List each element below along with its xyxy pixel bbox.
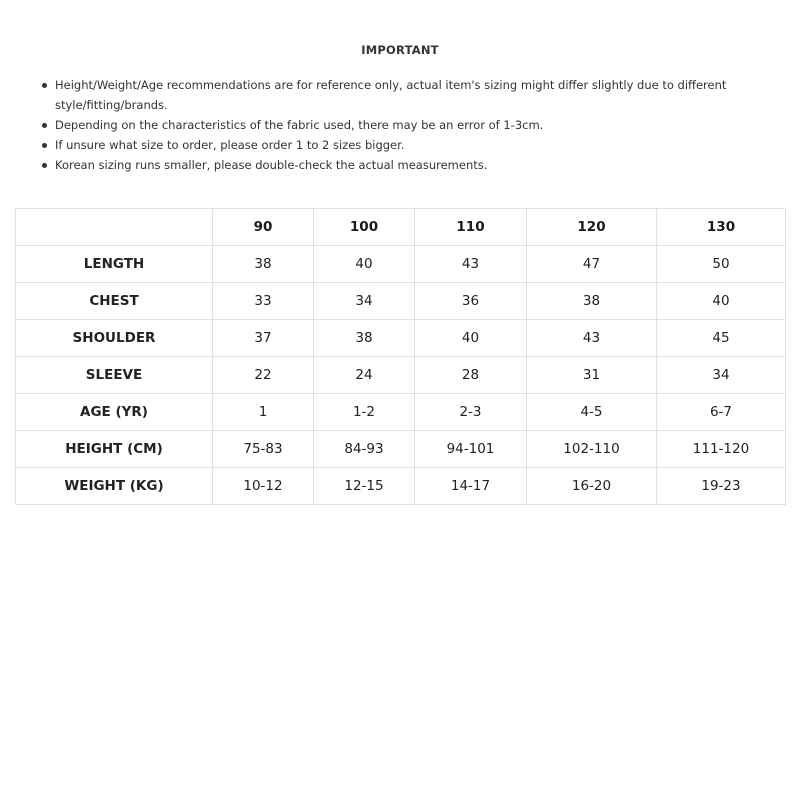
table-cell: 22 <box>213 357 314 394</box>
notes-list <box>40 75 760 175</box>
table-cell: 40 <box>314 246 415 283</box>
table-cell: 75-83 <box>213 431 314 468</box>
table-cell: 1 <box>213 394 314 431</box>
table-cell: 34 <box>314 283 415 320</box>
table-row <box>16 246 786 283</box>
size-chart-table <box>15 208 786 505</box>
table-cell: 28 <box>415 357 527 394</box>
table-cell: 43 <box>415 246 527 283</box>
size-header: 110 <box>415 209 527 246</box>
table-cell: 14-17 <box>415 468 527 505</box>
row-label: WEIGHT (KG) <box>16 468 213 505</box>
size-header: 100 <box>314 209 415 246</box>
table-row <box>16 394 786 431</box>
table-cell: 2-3 <box>415 394 527 431</box>
table-cell: 24 <box>314 357 415 394</box>
table-cell: 38 <box>213 246 314 283</box>
row-label: AGE (YR) <box>16 394 213 431</box>
table-header-row <box>16 209 786 246</box>
table-cell: 16-20 <box>527 468 657 505</box>
row-label: SHOULDER <box>16 320 213 357</box>
size-header: 90 <box>213 209 314 246</box>
row-label: CHEST <box>16 283 213 320</box>
table-cell: 31 <box>527 357 657 394</box>
table-cell: 50 <box>657 246 786 283</box>
table-row <box>16 283 786 320</box>
table-cell: 4-5 <box>527 394 657 431</box>
table-cell: 19-23 <box>657 468 786 505</box>
table-cell: 102-110 <box>527 431 657 468</box>
table-cell: 1-2 <box>314 394 415 431</box>
row-label: SLEEVE <box>16 357 213 394</box>
table-row <box>16 320 786 357</box>
row-label: HEIGHT (CM) <box>16 431 213 468</box>
table-cell: 43 <box>527 320 657 357</box>
table-cell: 47 <box>527 246 657 283</box>
table-cell: 38 <box>527 283 657 320</box>
table-cell: 94-101 <box>415 431 527 468</box>
table-cell: 111-120 <box>657 431 786 468</box>
note-item: Korean sizing runs smaller, please double-check the actual measurements. <box>40 155 760 175</box>
page-title: IMPORTANT <box>361 43 439 57</box>
table-cell: 38 <box>314 320 415 357</box>
table-row <box>16 357 786 394</box>
table-cell: 34 <box>657 357 786 394</box>
table-row <box>16 431 786 468</box>
table-cell: 12-15 <box>314 468 415 505</box>
size-header: 130 <box>657 209 786 246</box>
table-cell: 36 <box>415 283 527 320</box>
table-cell: 33 <box>213 283 314 320</box>
size-header: 120 <box>527 209 657 246</box>
note-item: Depending on the characteristics of the fabric used, there may be an error of 1-3cm. <box>40 115 760 135</box>
row-label: LENGTH <box>16 246 213 283</box>
table-cell: 37 <box>213 320 314 357</box>
table-cell: 6-7 <box>657 394 786 431</box>
table-cell: 40 <box>415 320 527 357</box>
table-cell: 40 <box>657 283 786 320</box>
table-cell: 45 <box>657 320 786 357</box>
table-row <box>16 468 786 505</box>
table-cell: 10-12 <box>213 468 314 505</box>
note-item: If unsure what size to order, please order 1 to 2 sizes bigger. <box>40 135 760 155</box>
header-corner-cell <box>16 209 213 246</box>
table-cell: 84-93 <box>314 431 415 468</box>
note-item: Height/Weight/Age recommendations are for reference only, actual item's sizing might differ slightly due to different style/fitting/brands. <box>40 75 760 115</box>
